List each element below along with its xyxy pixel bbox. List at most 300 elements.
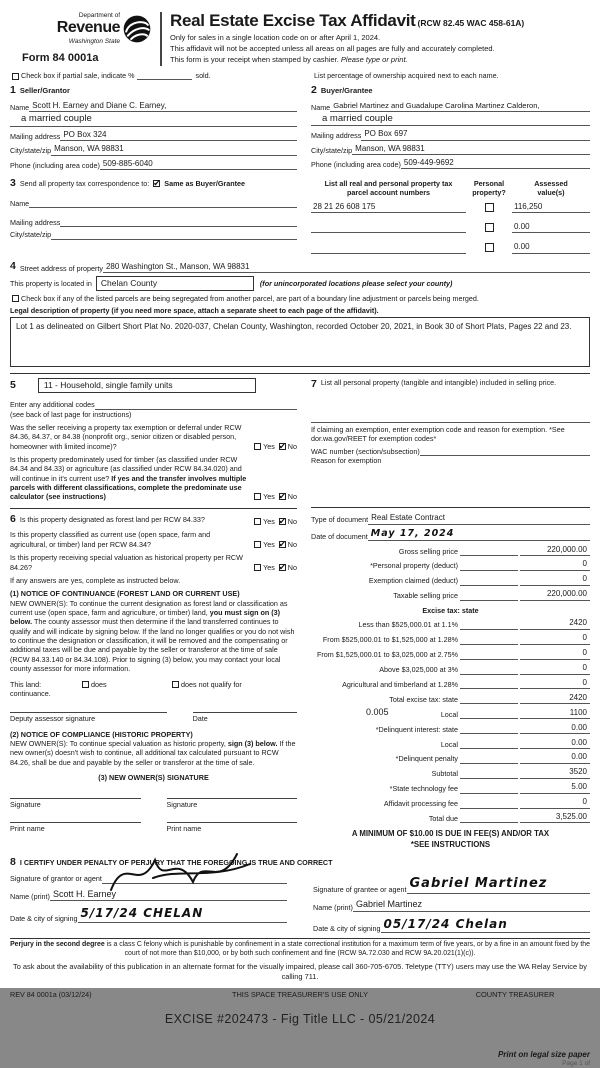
personal-property-deduct-field[interactable] <box>520 559 590 570</box>
seller-mailing-field[interactable] <box>60 130 297 141</box>
tax-value: 1100 <box>569 707 587 717</box>
seller-name-field-line2[interactable] <box>10 113 297 126</box>
personal-property-checkbox[interactable] <box>485 223 494 232</box>
new-owner-signature-field-2[interactable] <box>167 798 298 809</box>
buyer-name-field[interactable] <box>330 101 590 112</box>
land-use-code-section <box>10 378 297 502</box>
tax-row-local <box>311 708 590 719</box>
tax-value: 220,000.00 <box>546 544 587 554</box>
seller-name-value-line2: a married couple <box>21 113 92 125</box>
section-4-number: 4 <box>10 259 16 272</box>
certification-section <box>10 856 590 934</box>
tier1-field[interactable] <box>520 618 590 629</box>
subtotal-field[interactable] <box>520 767 590 778</box>
parcel-number-field[interactable] <box>311 245 466 254</box>
parties-section <box>10 84 590 170</box>
segregated-label: Check box if any of the listed parcels are being segregated from another parcel, are part of a boundary line adjustment or parcels being merged. <box>21 294 479 304</box>
notice1-text-b: you must sign on (3) below. <box>10 608 281 627</box>
current-use-yes-checkbox[interactable] <box>254 541 261 548</box>
print-legal-size-note: Print on legal size paper <box>497 1049 590 1059</box>
any-yes-note: If any answers are yes, complete as instructed below. <box>10 575 181 585</box>
grantee-date-city-field[interactable] <box>381 917 590 934</box>
partial-sale-percent-field[interactable] <box>137 71 192 80</box>
dor-swirl-logo-icon <box>122 14 152 44</box>
buyer-grantee-block <box>311 84 590 170</box>
forest-land-section <box>10 508 297 833</box>
print-name-label: Print name <box>166 823 202 833</box>
leader-line <box>460 688 518 689</box>
rev-number: REV 84 0001a (03/12/24) <box>10 989 92 999</box>
date-of-document-value: May 17, 2024 <box>370 527 455 539</box>
tax-label: From $1,525,000.01 to $3,025,000 at 2.75% <box>316 650 458 660</box>
parcel-row <box>311 242 590 253</box>
reason-for-exemption-label: Reason for exemption <box>311 455 382 465</box>
local-rate-value: 0.005 <box>366 707 389 718</box>
signature-label: Signature <box>10 800 41 810</box>
grantor-name-label: Name (print) <box>10 891 50 901</box>
seller-phone-field[interactable] <box>100 159 297 170</box>
parcel-row <box>311 222 590 233</box>
leader-line <box>460 555 518 556</box>
leader-line <box>460 600 518 601</box>
buyer-name-label: Name <box>311 102 331 112</box>
parcel-col-header-2b: property? <box>472 188 506 198</box>
leader-line <box>460 733 518 734</box>
current-use-no-checkbox[interactable] <box>279 541 286 548</box>
no-label: No <box>287 562 297 572</box>
deputy-assessor-signature-label: Deputy assessor signature <box>10 714 96 724</box>
additional-codes-label: Enter any additional codes <box>10 400 95 410</box>
taxable-selling-price-field[interactable] <box>520 589 590 600</box>
seller-name-label: Name <box>10 103 30 113</box>
notice-compliance-title: (2) NOTICE OF COMPLIANCE (HISTORIC PROPERTY) <box>10 729 193 739</box>
form-title-rcw: (RCW 82.45 WAC 458-61A) <box>417 18 525 28</box>
parcel-col-header-1b: parcel account numbers <box>346 188 431 198</box>
correspondence-label: Send all property tax correspondence to: <box>19 178 150 188</box>
exemption-claimed-field[interactable] <box>520 574 590 585</box>
tax-label: Less than $525,000.01 at 1.1% <box>358 620 458 630</box>
timber-no-checkbox[interactable] <box>279 493 286 500</box>
see-instructions-note: *SEE INSTRUCTIONS <box>410 839 491 849</box>
grantee-date-city-value: 05/17/24 Chelan <box>383 916 508 931</box>
yes-label: Yes <box>263 517 275 527</box>
seller-name-field[interactable] <box>29 101 297 112</box>
tax-label: Local <box>440 739 458 749</box>
assessed-value-field[interactable] <box>512 202 590 213</box>
exemption-deferral-question: Was the seller receiving a property tax exemption or deferral under RCW 84.36, 84.37, or 84.38 (nonprofit org., senior citizen or disabled person, homeowner with limited income)? <box>10 422 242 451</box>
agricultural-field[interactable] <box>520 678 590 689</box>
tax-label: *Delinquent penalty <box>395 754 458 764</box>
tax-value: 0 <box>582 678 587 687</box>
type-of-document-value: Real Estate Contract <box>371 513 445 523</box>
timber-yes-checkbox[interactable] <box>254 493 261 500</box>
tax-value: 5.00 <box>571 782 587 792</box>
does-label: does <box>91 679 107 689</box>
land-use-code-field[interactable] <box>38 378 256 393</box>
seller-city-label: City/state/zip <box>10 146 52 156</box>
tax-value: 0 <box>582 797 587 807</box>
wac-number-field[interactable] <box>420 447 590 456</box>
same-as-buyer-checkbox[interactable] <box>153 180 160 187</box>
tax-row-gross <box>311 545 590 556</box>
parcel-number-value: 28 21 26 608 175 <box>313 201 376 211</box>
new-owner-print-name-field-2[interactable] <box>167 822 298 833</box>
correspondence-parcels-section <box>10 177 590 254</box>
tax-value: 3,525.00 <box>555 812 587 822</box>
historical-no-checkbox[interactable] <box>279 564 286 571</box>
subtitle-3-text: This form is your receipt when stamped by cashier. <box>170 54 341 64</box>
deputy-date-field[interactable] <box>193 712 297 723</box>
segregated-checkbox[interactable] <box>12 295 19 302</box>
partial-sale-row <box>10 71 590 80</box>
tax-row-total-state <box>311 693 590 704</box>
parcel-col-header-2a: Personal <box>473 178 505 188</box>
seller-phone-label: Phone (including area code) <box>10 160 100 170</box>
seller-name-value: Scott H. Earney and Diane C. Earney, <box>32 101 167 110</box>
perjury-bold-text: Perjury in the second degree <box>10 941 105 949</box>
tax-row-delinquent-interest-local <box>311 738 590 749</box>
correspondence-mailing-field[interactable] <box>60 218 297 227</box>
personal-property-section <box>311 378 590 499</box>
leader-line <box>460 659 518 660</box>
yes-label: Yes <box>263 539 275 549</box>
subtitle-3-italic: Please type or print. <box>340 54 408 64</box>
does-not-qualify-checkbox[interactable] <box>172 681 179 688</box>
print-name-label: Print name <box>10 823 45 833</box>
delinquent-interest-state-field[interactable] <box>520 723 590 734</box>
exemption-no-checkbox[interactable] <box>279 443 286 450</box>
parcel-number-field[interactable] <box>311 202 466 213</box>
tax-value: 2420 <box>569 692 587 702</box>
leader-line <box>460 703 518 704</box>
buyer-mailing-value: PO Box 697 <box>364 129 408 139</box>
buyer-city-field[interactable] <box>352 144 590 155</box>
section-5-number: 5 <box>10 378 16 391</box>
tax-label: Local <box>440 709 458 719</box>
tax-label: From $525,000.01 to $1,525,000 at 1.28% <box>322 635 458 645</box>
does-not-label: does not qualify for <box>181 679 242 689</box>
grantee-certify-block <box>313 869 590 933</box>
new-owner-signature-field-1[interactable] <box>10 798 141 809</box>
street-address-field[interactable] <box>103 262 590 273</box>
tax-label: Gross selling price <box>398 546 458 556</box>
dor-logo-block <box>10 8 152 65</box>
legal-description-value: Lot 1 as delineated on Gilbert Short Plat No. 2020-037, Chelan County, Washington, recorded October 20, 2021, in Book 30 of Short Plats, Pages 22 and 23. <box>16 322 572 332</box>
parcel-table-header <box>311 179 590 198</box>
perjury-notice <box>10 938 590 959</box>
correspondence-mailing-label: Mailing address <box>10 217 61 227</box>
timber-question-bold: If yes and the transfer involves multiple parcels with different classifications, complete the predominate use calculator (see instructions) <box>10 473 247 502</box>
tax-value: 0 <box>582 648 587 658</box>
total-excise-state-field[interactable] <box>520 693 590 704</box>
section-1-number: 1 <box>10 84 16 97</box>
buyer-phone-label: Phone (including area code) <box>311 160 401 170</box>
personal-property-checkbox[interactable] <box>485 243 494 252</box>
notice2-text-a: NEW OWNER(S): To continue special valuation as historic property, <box>10 738 228 748</box>
state-technology-fee-field[interactable] <box>520 782 590 793</box>
legal-description-label: Legal description of property (if you need more space, attach a separate sheet to each page of the affidavit). <box>10 305 379 315</box>
correspondence-city-field[interactable] <box>51 231 297 240</box>
tax-computation-block <box>311 507 590 849</box>
total-due-field[interactable] <box>520 812 590 823</box>
affidavit-processing-fee-field[interactable] <box>520 797 590 808</box>
buyer-phone-field[interactable] <box>401 158 590 169</box>
subtitle-1: Only for sales in a single location code on or after April 1, 2024. <box>170 33 381 43</box>
current-use-question: Is this property classified as current use (open space, farm and agricultural, or timber) land per RCW 84.34? <box>10 530 211 549</box>
tax-row-delinquent-penalty <box>311 752 590 763</box>
this-land-label: This land: <box>10 679 42 689</box>
section-7-number: 7 <box>311 378 317 391</box>
tax-label: *Personal property (deduct) <box>370 561 458 571</box>
tax-value: 0 <box>582 574 587 584</box>
personal-property-blank-area[interactable] <box>311 392 590 422</box>
parcel-row <box>311 202 590 213</box>
no-label: No <box>287 539 297 549</box>
washington-state-label: Washington State <box>68 38 120 46</box>
timber-agriculture-question <box>10 455 252 502</box>
buyer-city-label: City/state/zip <box>311 145 353 155</box>
tier2-field[interactable] <box>520 633 590 644</box>
notice-continuance-title: (1) NOTICE OF CONTINUANCE (FOREST LAND OR CURRENT USE) <box>10 589 240 599</box>
grantee-date-city-label: Date & city of signing <box>313 924 381 934</box>
excise-tax-state-heading: Excise tax: state <box>422 605 479 615</box>
correspondence-name-field[interactable] <box>29 199 297 208</box>
notice2-text-b: sign (3) below. <box>227 738 278 748</box>
yes-label: Yes <box>263 562 275 572</box>
grantor-signature-field[interactable] <box>102 875 287 884</box>
leader-line <box>460 644 518 645</box>
parcel-number-field[interactable] <box>311 224 466 233</box>
tax-value: 3520 <box>569 767 587 777</box>
ownership-percentage-note: List percentage of ownership acquired next to each name. <box>314 71 499 80</box>
no-label: No <box>287 441 297 451</box>
leader-line <box>460 718 518 719</box>
grantee-signature-field[interactable] <box>407 876 590 894</box>
tax-label: Above $3,025,000 at 3% <box>379 665 458 675</box>
street-address-value: 280 Washington St., Manson, WA 98831 <box>105 262 250 272</box>
buyer-phone-value: 509-449-9692 <box>403 157 454 167</box>
forest-land-question-text: Is this property designated as forest land per RCW 84.33? <box>19 514 205 524</box>
buyer-name-field-line2[interactable] <box>311 113 590 126</box>
deputy-date-label: Date <box>192 714 208 724</box>
signature-label: Signature <box>166 800 198 810</box>
delinquent-penalty-field[interactable] <box>520 752 590 763</box>
grantee-name-field[interactable] <box>353 899 590 912</box>
tax-row-exemption-deduct <box>311 574 590 585</box>
section-2-number: 2 <box>311 84 317 97</box>
grantor-date-city-value: 5/17/24 CHELAN <box>80 906 204 921</box>
seller-phone-value: 509-885-6040 <box>102 158 153 168</box>
leader-line <box>460 778 518 779</box>
leader-line <box>460 674 518 675</box>
tax-label: Agricultural and timberland at 1.28% <box>342 680 458 690</box>
partial-sale-label: Check box if partial sale, indicate % <box>21 71 135 80</box>
tax-row-taxable <box>311 589 590 600</box>
grantee-signature-label: Signature of grantee or agent <box>313 884 407 894</box>
parcel-col-header-1a: List all real and personal property tax <box>324 178 453 188</box>
tax-row-total-due <box>311 812 590 823</box>
assessed-value-field[interactable] <box>512 222 590 233</box>
grantee-name-label: Name (print) <box>313 902 353 912</box>
exemption-yes-checkbox[interactable] <box>254 443 261 450</box>
historical-yes-checkbox[interactable] <box>254 564 261 571</box>
buyer-grantee-title: Buyer/Grantee <box>320 86 373 96</box>
continuance-label: continuance. <box>10 688 51 698</box>
leader-line <box>460 808 518 809</box>
buyer-mailing-label: Mailing address <box>311 131 362 141</box>
timber-question-text: Is this property predominately used for timber (as classified under RCW 84.34 and 84.33) or agriculture (as classified under RCW 84.34.020) and will continue in it's current use? <box>10 455 242 483</box>
tax-label: Subtotal <box>431 769 458 779</box>
form-number: Form 84 0001a <box>22 51 99 64</box>
notice1-text-a: NEW OWNER(S): To continue the current designation as forest land or classification as current use (open space, farm and agriculture, or timber) land, <box>10 598 288 617</box>
forest-no-checkbox[interactable] <box>279 518 286 525</box>
grantor-date-city-label: Date & city of signing <box>10 913 78 923</box>
yes-label: Yes <box>263 492 275 502</box>
header-divider <box>160 12 162 66</box>
partial-sale-checkbox[interactable] <box>12 73 19 80</box>
leader-line <box>460 793 518 794</box>
date-of-document-field[interactable] <box>368 528 590 541</box>
local-tax-field[interactable] <box>520 708 590 719</box>
tax-value: 220,000.00 <box>546 589 587 599</box>
seller-grantor-block <box>10 84 297 170</box>
tax-row-agricultural <box>311 678 590 689</box>
partial-sale-sold-label: sold. <box>195 71 211 80</box>
new-owner-print-name-field-1[interactable] <box>10 822 141 833</box>
tax-row-personal-deduct <box>311 559 590 570</box>
gross-selling-price-field[interactable] <box>520 545 590 556</box>
assessed-value: 0.00 <box>514 242 530 252</box>
tax-label: *State technology fee <box>389 784 458 794</box>
yes-label: Yes <box>263 441 275 451</box>
leader-line <box>460 748 518 749</box>
personal-property-label: List all personal property (tangible and intangible) included in selling price. <box>320 378 557 388</box>
type-of-document-field[interactable] <box>368 513 590 524</box>
exemption-note: If claiming an exemption, enter exemption code and reason for exemption. *See dor.wa.gov/REET for exemption codes* <box>311 422 590 444</box>
parcel-col-header-3b: value(s) <box>537 188 565 198</box>
grantor-name-field[interactable] <box>50 889 287 902</box>
parcel-col-header-3a: Assessed <box>534 178 568 188</box>
tax-row-subtotal <box>311 767 590 778</box>
grantor-date-city-field[interactable] <box>78 906 287 923</box>
tax-value: 0.00 <box>571 722 587 732</box>
form-header <box>10 8 590 66</box>
footer-row <box>10 990 590 1000</box>
treasurer-use-only-label: THIS SPACE TREASURER'S USE ONLY <box>231 989 369 999</box>
county-treasurer-label: COUNTY TREASURER <box>475 989 555 999</box>
grantee-name-value: Gabriel Martinez <box>355 899 422 910</box>
perjury-rest-text: is a class C felony which is punishable by confinement in a state correctional institution for a maximum term of five years, or by a fine in an amount fixed by the court of not more than $10,000, or by both such confinement and fine (RCW 9A.72.030 and RCW 9A.20.021(1)(c)). <box>104 941 590 958</box>
additional-codes-field[interactable] <box>95 401 297 410</box>
tier3-field[interactable] <box>520 648 590 659</box>
notice2-text-c: If the new owner(s) doesn't wish to continue, all additional tax calculated pursuant to RCW 84.26, shall be due and payable by the seller or transferor at the time of sale. <box>10 738 296 767</box>
forest-yes-checkbox[interactable] <box>254 518 261 525</box>
seller-mailing-value: PO Box 324 <box>63 129 107 139</box>
tax-row-delinquent-interest-state <box>311 723 590 734</box>
legal-description-field[interactable] <box>10 317 590 367</box>
grantor-name-value: Scott H. Earney <box>52 888 116 899</box>
page-number-note: Page 1 of <box>562 1059 590 1067</box>
seller-city-field[interactable] <box>51 144 297 155</box>
tax-value: 2420 <box>569 618 587 628</box>
buyer-name-value: Gabriel Martinez and Guadalupe Carolina Martinez Calderon, <box>333 101 540 110</box>
wac-number-label: WAC number (section/subsection) <box>311 446 420 456</box>
county-note: (for unincorporated locations please select your county) <box>259 279 453 289</box>
parcel-table <box>311 177 590 254</box>
notice-continuance-body <box>10 599 297 674</box>
deputy-assessor-signature-field[interactable] <box>10 712 167 723</box>
date-of-document-label: Date of document <box>311 531 368 541</box>
county-value: Chelan County <box>100 278 158 289</box>
grantor-certify-block <box>10 869 287 933</box>
no-label: No <box>287 517 297 527</box>
tax-value: 0.00 <box>571 752 587 762</box>
correspondence-block <box>10 177 297 254</box>
tax-label: Total excise tax: state <box>389 694 458 704</box>
tax-row-tier1 <box>311 618 590 629</box>
leader-line <box>460 822 518 823</box>
buyer-city-value: Manson, WA 98831 <box>355 143 425 153</box>
no-label: No <box>287 492 297 502</box>
buyer-mailing-field[interactable] <box>361 129 590 140</box>
correspondence-name-label: Name <box>10 198 30 208</box>
tier4-field[interactable] <box>520 663 590 674</box>
form-title: Real Estate Excise Tax Affidavit <box>170 11 416 30</box>
subtitle-2: This affidavit will not be accepted unless all areas on all pages are fully and accurately completed. <box>170 43 495 53</box>
county-select-field[interactable] <box>96 276 254 291</box>
leader-line <box>460 570 518 571</box>
left-column <box>10 378 297 849</box>
buyer-name-value-line2: a married couple <box>322 112 393 124</box>
seller-mailing-label: Mailing address <box>10 131 61 141</box>
historical-question: Is this property receiving special valuation as historical property per RCW 84.26? <box>10 553 243 572</box>
alternate-format-note: To ask about the availability of this publication in an alternate format for the visually impaired, please call 360-705-6705. Teletype (TTY) users may use the WA Relay Service by calling 711. <box>13 962 587 982</box>
tax-label: Taxable selling price <box>393 591 458 601</box>
leader-line <box>460 763 518 764</box>
forest-land-question <box>10 513 252 527</box>
tax-label: Affidavit processing fee <box>383 799 458 809</box>
seller-city-value: Manson, WA 98831 <box>54 144 124 154</box>
grantee-signature-value: Gabriel Martinez <box>409 876 548 892</box>
seller-grantor-title: Seller/Grantor <box>19 86 70 96</box>
department-of-label: Department of <box>78 12 120 19</box>
assessed-value-field[interactable] <box>512 242 590 253</box>
does-qualify-checkbox[interactable] <box>82 681 89 688</box>
treasurer-stamp: EXCISE #202473 - Fig Title LLC - 05/21/2024 <box>164 1012 436 1027</box>
reason-blank-area[interactable] <box>311 465 590 499</box>
personal-property-checkbox[interactable] <box>485 203 494 212</box>
assessed-value: 116,250 <box>514 201 543 211</box>
section-8-number: 8 <box>10 855 16 868</box>
type-of-document-label: Type of document <box>311 515 369 525</box>
right-column <box>311 378 590 849</box>
tax-value: 0 <box>582 633 587 643</box>
notice1-text-c: The county assessor must then determine if the land transferred continues to qualify and will indicate by signing below. If the land no longer qualifies or you do not wish to continue the designation or classification, it will be removed and the compensating or additional taxes will be due and payable by the seller or transferor at the time of sale (RCW 84.33.140 or 84.34.108). Prior to signing (3) below, you may contact your local county assessor for more information. <box>10 617 295 674</box>
same-as-buyer-label: Same as Buyer/Grantee <box>164 178 245 188</box>
tax-row-tier4 <box>311 663 590 674</box>
delinquent-interest-local-field[interactable] <box>520 738 590 749</box>
minimum-due-note: A MINIMUM OF $10.00 IS DUE IN FEE(S) AND/OR TAX <box>351 829 550 839</box>
tax-row-processing-fee <box>311 797 590 808</box>
tax-value: 0 <box>582 559 587 569</box>
revenue-label: Revenue <box>56 19 120 37</box>
tax-value: 0 <box>582 663 587 673</box>
certify-statement: I CERTIFY UNDER PENALTY OF PERJURY THAT THE FOREGOING IS TRUE AND CORRECT <box>19 857 333 867</box>
subtitle-3 <box>170 55 590 65</box>
section-6-number: 6 <box>10 512 16 525</box>
tax-row-tier2 <box>311 633 590 644</box>
tax-row-tech-fee <box>311 782 590 793</box>
